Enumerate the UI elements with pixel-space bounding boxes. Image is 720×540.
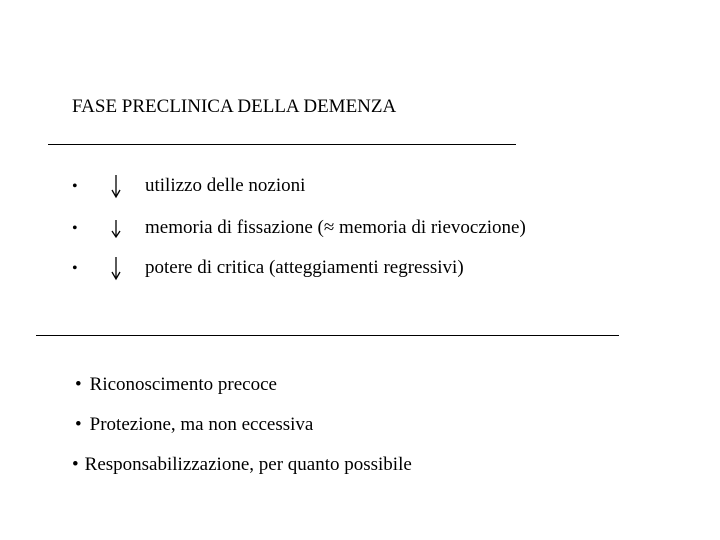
action-item: [75, 413, 313, 437]
action-item: [72, 453, 412, 477]
bullet: •: [75, 414, 82, 435]
bullet: •: [75, 374, 82, 395]
symptom-item: [0, 216, 720, 242]
bullet: •: [72, 260, 78, 277]
down-arrow-icon: [110, 174, 122, 200]
action-text: Protezione, ma non eccessiva: [89, 414, 314, 435]
middle-divider: [36, 335, 619, 336]
symptom-text: memoria di fissazione (≈ memoria di rievoczione): [145, 217, 526, 238]
action-text: Riconoscimento precoce: [89, 374, 277, 395]
bullet: •: [72, 220, 78, 237]
down-arrow-icon: [110, 256, 122, 282]
down-arrow-icon: [110, 216, 122, 242]
symptom-text: potere di critica (atteggiamenti regressivi): [145, 257, 464, 278]
symptom-item: [0, 256, 720, 282]
top-divider: [48, 144, 516, 145]
action-text: Responsabilizzazione, per quanto possibile: [84, 454, 412, 475]
symptom-text: utilizzo delle nozioni: [145, 175, 306, 196]
symptom-item: [0, 174, 720, 200]
action-item: [75, 373, 277, 397]
bullet: •: [72, 454, 79, 475]
page-title: FASE PRECLINICA DELLA DEMENZA: [72, 96, 397, 117]
bullet: •: [72, 178, 78, 195]
